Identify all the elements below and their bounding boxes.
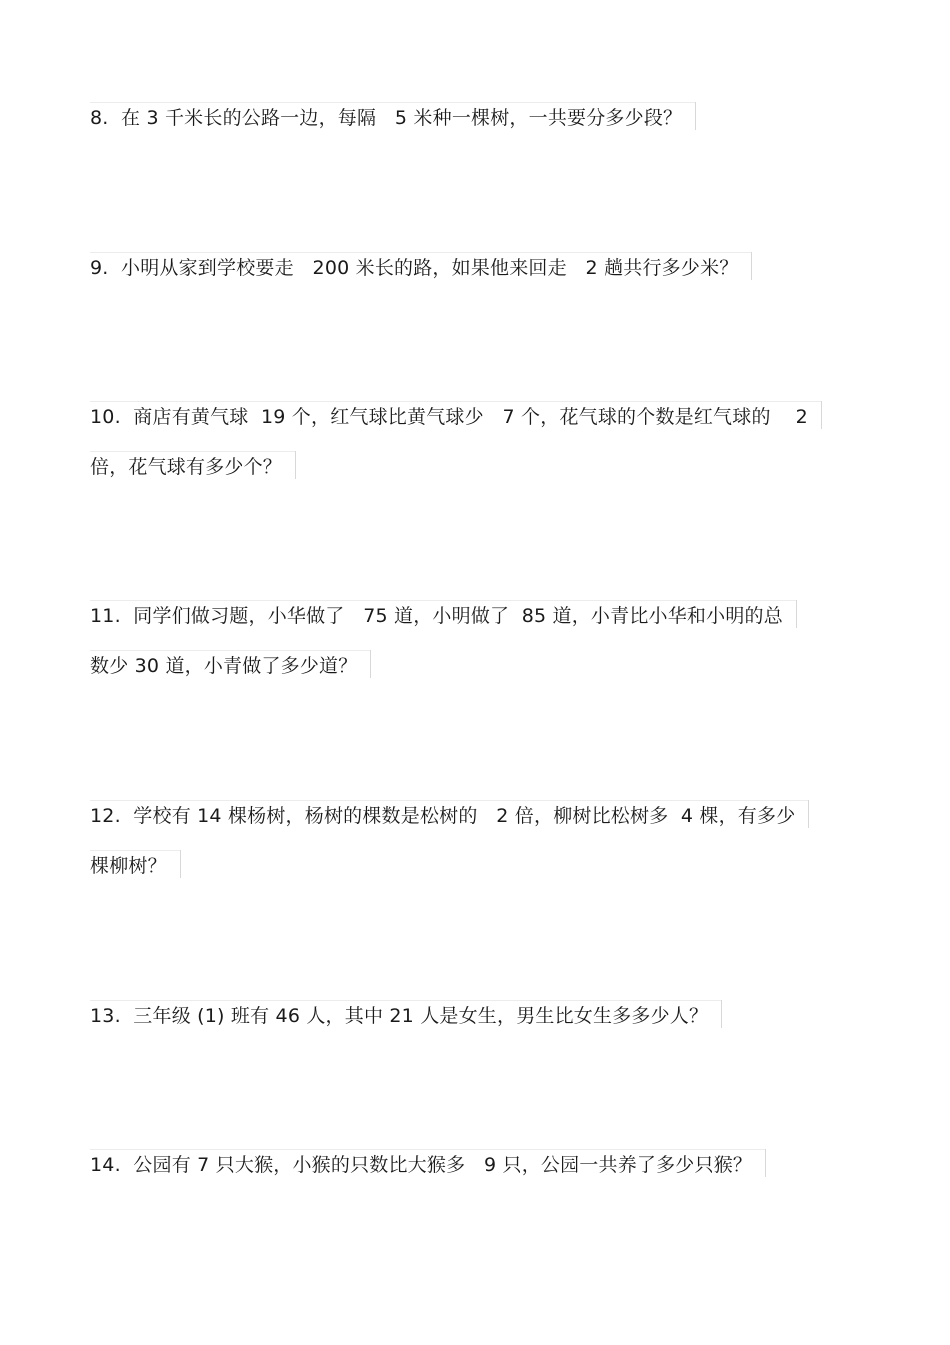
question-11-line-2: 数少 30 道，小青做了多少道？ [90,652,357,680]
question-14-line-1: 14. 公园有 7 只大猴，小猴的只数比大猴多 9 只，公园一共养了多少只猴？ [90,1151,752,1179]
question-10-line-2: 倍，花气球有多少个？ [90,453,282,481]
question-13-line-1: 13. 三年级 (1) 班有 46 人，其中 21 人是女生，男生比女生多多少人？ [90,1002,708,1030]
question-10-line-1: 10. 商店有黄气球 19 个，红气球比黄气球少 7 个，花气球的个数是红气球的 2 [90,403,808,431]
question-11-line-1: 11. 同学们做习题，小华做了 75 道，小明做了 85 道，小青比小华和小明的总 [90,602,783,630]
question-8-line-1: 8. 在 3 千米长的公路一边，每隔 5 米种一棵树，一共要分多少段？ [90,104,682,132]
question-12-line-2: 棵柳树？ [90,852,167,880]
question-12-line-1: 12. 学校有 14 棵杨树，杨树的棵数是松树的 2 倍，柳树比松树多 4 棵，有多少 [90,802,795,830]
question-9-line-1: 9. 小明从家到学校要走 200 米长的路，如果他来回走 2 趟共行多少米？ [90,254,738,282]
